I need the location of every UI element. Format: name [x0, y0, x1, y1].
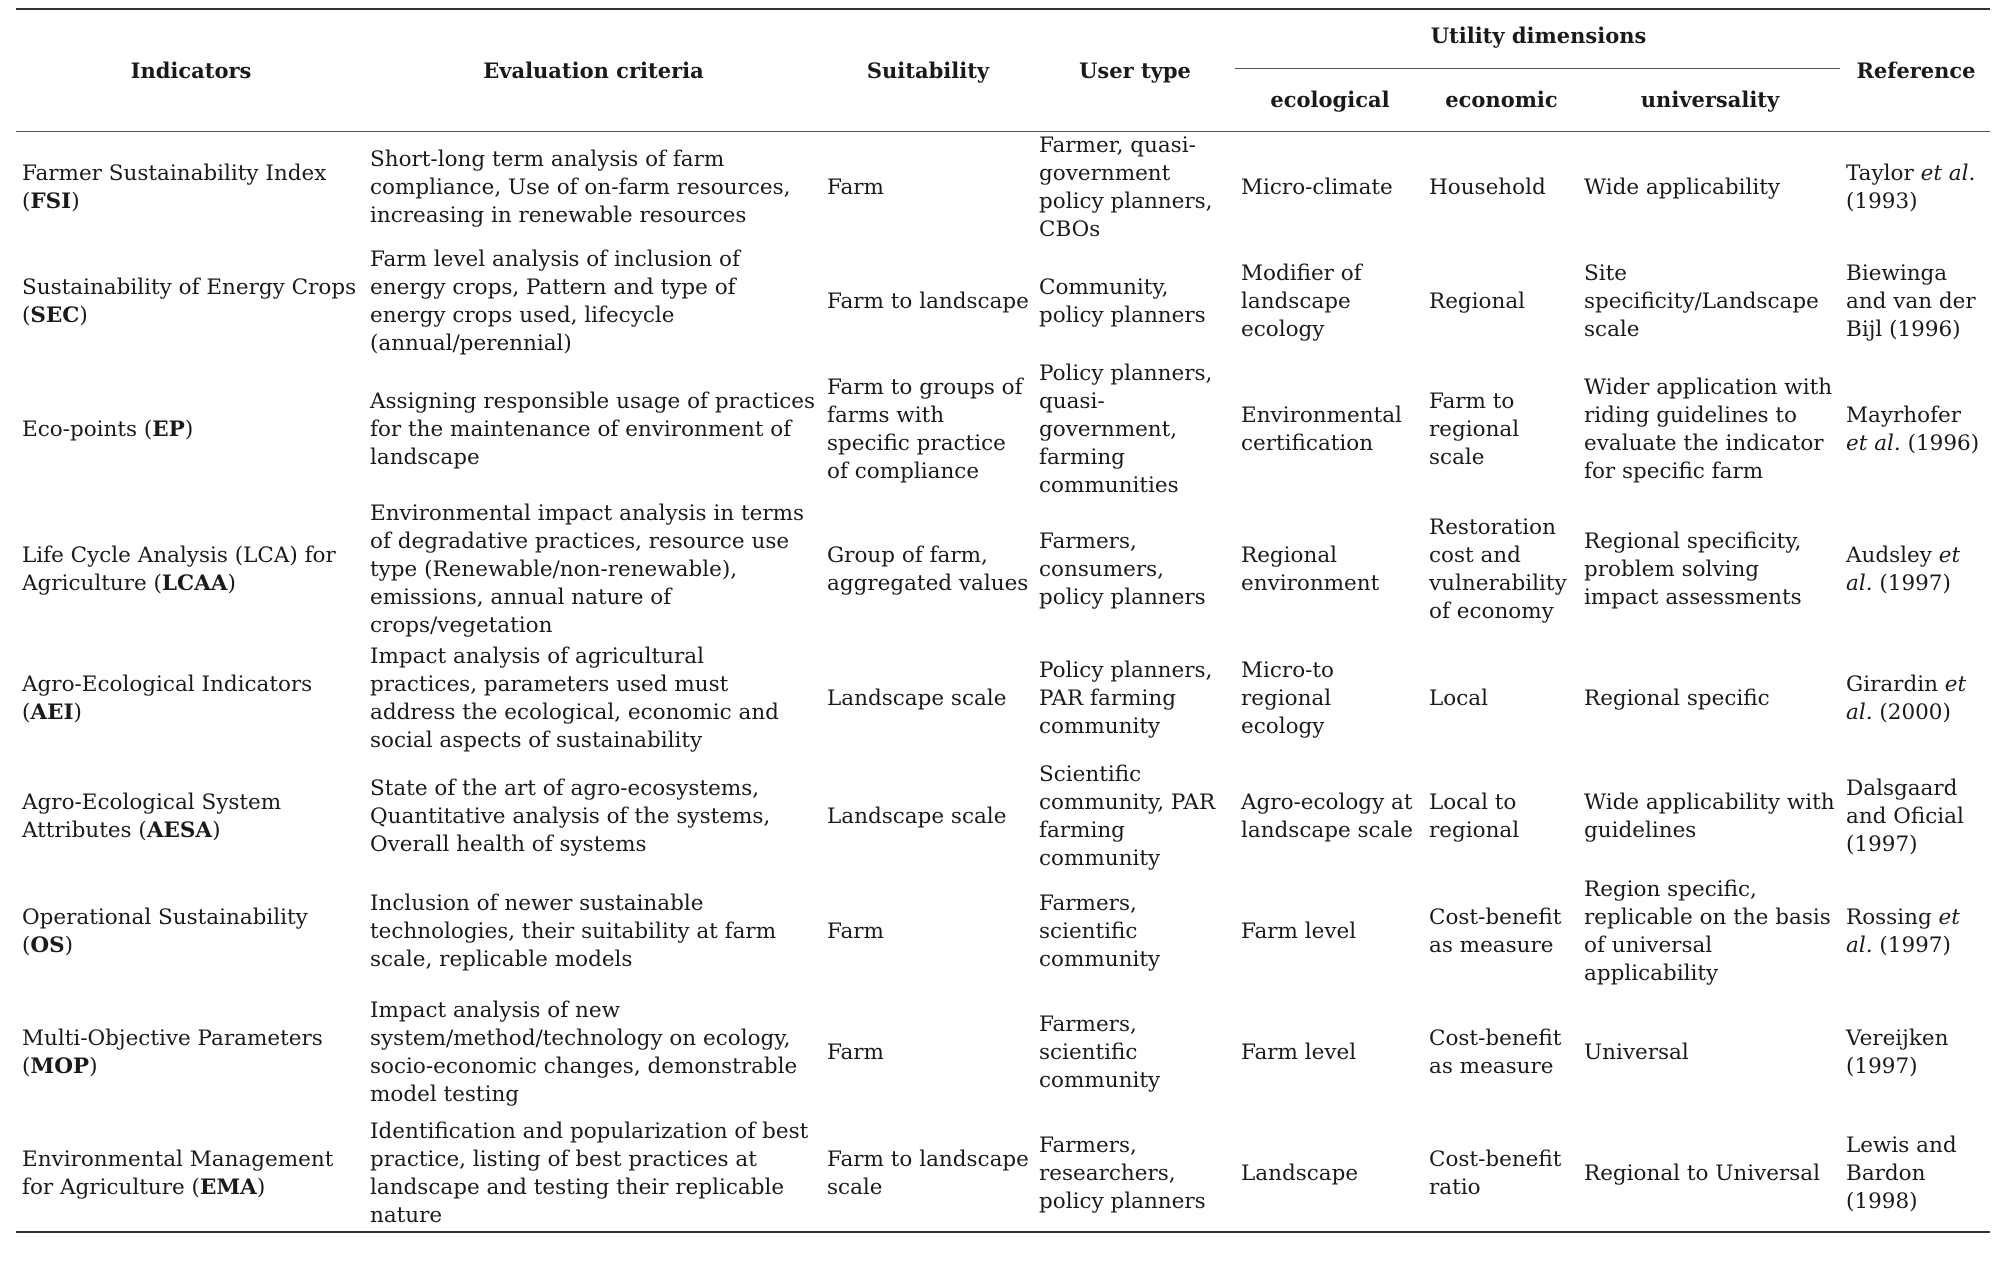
header-utility-dimensions: Utility dimensions [1235, 9, 1840, 69]
suitability-cell [821, 876, 1033, 989]
reference-etal: et al. [1846, 542, 1961, 596]
indicator-name: Environmental Management for Agriculture ( [22, 1146, 334, 1200]
ecological-text: Modifier of landscape ecology [1241, 261, 1362, 342]
criteria-cell [364, 640, 821, 758]
ecological-cell [1235, 989, 1423, 1117]
table-row [16, 1117, 1990, 1232]
table-row [16, 758, 1990, 876]
indicator-abbr: MOP [30, 1053, 90, 1079]
indicator-name: Agro-Ecological Indicators ( [22, 671, 313, 725]
economic-text: Cost-benefit ratio [1429, 1146, 1562, 1200]
economic-cell [1423, 500, 1578, 640]
indicator-cell [16, 876, 364, 989]
universality-text: Universal [1584, 1039, 1689, 1065]
indicator-cell [16, 640, 364, 758]
indicator-name: Operational Sustainability ( [22, 905, 308, 958]
indicator-cell [16, 989, 364, 1117]
universality-cell [1578, 132, 1840, 245]
economic-text: Local to regional [1429, 789, 1520, 843]
reference-cell [1840, 876, 1990, 989]
reference-author: Rossing [1846, 905, 1939, 930]
reference-year: (1993) [1846, 189, 1918, 215]
user-type-cell [1033, 640, 1235, 758]
user-type-text: Farmer, quasi-government policy planners, CBOs [1039, 133, 1213, 243]
table-row [16, 360, 1990, 500]
reference-year: (2000) [1872, 699, 1951, 725]
criteria-text: Inclusion of newer sustainable technologies, their suitability at farm scale, replicable models [370, 891, 777, 972]
indicator-abbr: AEI [30, 699, 74, 725]
table-row [16, 876, 1990, 989]
suitability-text: Farm to landscape [827, 289, 1029, 314]
indicator-name: Sustainability of Energy Crops ( [22, 275, 357, 328]
universality-text: Wider application with riding guidelines to evaluate the indicator for specific farm [1584, 374, 1833, 484]
user-type-cell [1033, 500, 1235, 640]
criteria-cell [364, 758, 821, 876]
economic-cell [1423, 989, 1578, 1117]
user-type-text: Farmers, scientific community [1039, 891, 1161, 972]
reference-etal: et al. [1846, 430, 1901, 456]
economic-text: Household [1429, 175, 1546, 201]
suitability-cell [821, 758, 1033, 876]
ecological-cell [1235, 132, 1423, 245]
reference-cell [1840, 245, 1990, 360]
economic-text: Cost-benefit as measure [1429, 1025, 1562, 1079]
user-type-cell [1033, 360, 1235, 500]
economic-text: Restoration cost and vulnerability of economy [1429, 514, 1567, 624]
user-type-text: Policy planners, quasi-government, farming communities [1039, 360, 1213, 498]
indicator-cell [16, 132, 364, 245]
user-type-cell [1033, 876, 1235, 989]
criteria-text: State of the art of agro-ecosystems, Quantitative analysis of the systems, Overall health of systems [370, 775, 771, 857]
indicator-tail: ) [184, 416, 194, 442]
indicator-tail: ) [73, 699, 82, 725]
indicator-cell [16, 360, 364, 500]
user-type-text: Farmers, researchers, policy planners [1039, 1132, 1206, 1214]
header-universality: universality [1578, 69, 1840, 132]
header-ecological: ecological [1235, 69, 1423, 132]
reference-etal: et al. [1920, 161, 1976, 187]
indicators-table [16, 8, 1990, 1233]
economic-text: Local [1429, 685, 1488, 711]
universality-cell [1578, 989, 1840, 1117]
reference-cell [1840, 360, 1990, 500]
suitability-text: Farm [827, 175, 884, 201]
suitability-cell [821, 640, 1033, 758]
table-row [16, 132, 1990, 245]
universality-text: Wide applicability [1584, 175, 1781, 201]
reference-etal: et al. [1846, 905, 1960, 958]
universality-text: Wide applicability with guidelines [1584, 789, 1835, 843]
suitability-cell [821, 989, 1033, 1117]
universality-text: Regional to Universal [1584, 1160, 1821, 1186]
indicator-abbr: FSI [30, 189, 72, 215]
criteria-cell [364, 1117, 821, 1232]
economic-cell [1423, 876, 1578, 989]
indicator-name: Eco-points ( [22, 416, 153, 442]
universality-cell [1578, 758, 1840, 876]
reference-author: Girardin [1846, 671, 1945, 697]
indicator-tail: ) [64, 933, 74, 958]
header-row-1 [16, 9, 1990, 69]
reference-author: Taylor [1846, 161, 1921, 187]
suitability-text: Farm to landscape scale [827, 1146, 1029, 1200]
universality-cell [1578, 640, 1840, 758]
header-economic: economic [1423, 69, 1578, 132]
indicator-name: Multi-Objective Parameters ( [22, 1025, 323, 1079]
user-type-cell [1033, 758, 1235, 876]
universality-cell [1578, 245, 1840, 360]
criteria-cell [364, 132, 821, 245]
reference-etal: et al. [1846, 671, 1967, 725]
suitability-cell [821, 500, 1033, 640]
indicator-tail: ) [79, 303, 88, 328]
economic-cell [1423, 758, 1578, 876]
ecological-text: Regional environment [1241, 542, 1380, 596]
indicator-abbr: EP [152, 416, 185, 442]
universality-cell [1578, 360, 1840, 500]
reference-author: Dalsgaard and Oficial (1997) [1846, 775, 1964, 857]
criteria-cell [364, 989, 821, 1117]
criteria-text: Impact analysis of agricultural practices, parameters used must address the ecological, economic and social aspects of sustainability [370, 643, 779, 753]
header-user-type: User type [1033, 9, 1235, 132]
ecological-cell [1235, 360, 1423, 500]
reference-cell [1840, 500, 1990, 640]
economic-text: Farm to regional scale [1429, 388, 1520, 470]
reference-author: Lewis and Bardon (1998) [1846, 1132, 1957, 1214]
reference-year: (1996) [1900, 430, 1980, 456]
table-row [16, 245, 1990, 360]
indicator-tail: ) [89, 1053, 98, 1079]
user-type-cell [1033, 989, 1235, 1117]
user-type-text: Policy planners, PAR farming community [1039, 657, 1213, 739]
user-type-cell [1033, 245, 1235, 360]
ecological-cell [1235, 1117, 1423, 1232]
ecological-cell [1235, 245, 1423, 360]
indicator-cell [16, 245, 364, 360]
reference-year: (1997) [1872, 933, 1951, 958]
suitability-cell [821, 1117, 1033, 1232]
indicator-name: Agro-Ecological System Attributes ( [22, 789, 282, 843]
user-type-text: Scientific community, PAR farming community [1039, 761, 1216, 871]
criteria-text: Environmental impact analysis in terms of degradative practices, resource use type (Renewable/non-renewable), emissions, annual nature of crops/vegetation [370, 500, 805, 638]
suitability-text: Group of farm, aggregated values [827, 542, 1029, 596]
ecological-cell [1235, 500, 1423, 640]
economic-text: Regional [1429, 289, 1526, 314]
universality-text: Regional specific [1584, 685, 1770, 711]
suitability-text: Farm [827, 919, 884, 944]
table-body [16, 132, 1990, 1232]
suitability-cell [821, 360, 1033, 500]
reference-author: Audsley [1846, 542, 1939, 568]
economic-text: Cost-benefit as measure [1429, 905, 1562, 958]
user-type-text: Farmers, scientific community [1039, 1011, 1161, 1093]
suitability-text: Farm to groups of farms with specific practice of compliance [827, 374, 1023, 484]
ecological-text: Farm level [1241, 919, 1357, 944]
criteria-text: Impact analysis of new system/method/technology on ecology, socio-economic changes, demonstrable model testing [370, 997, 798, 1107]
user-type-text: Farmers, consumers, policy planners [1039, 528, 1206, 610]
indicator-tail: ) [71, 189, 80, 215]
criteria-text: Identification and popularization of best practice, listing of best practices at landscape and testing their replicable nature [370, 1118, 809, 1228]
economic-cell [1423, 360, 1578, 500]
criteria-text: Assigning responsible usage of practices for the maintenance of environment of landscape [370, 388, 816, 470]
universality-text: Regional specificity, problem solving impact assessments [1584, 528, 1802, 610]
criteria-text: Farm level analysis of inclusion of energy crops, Pattern and type of energy crops used, lifecycle (annual/perennial) [370, 247, 740, 356]
suitability-text: Landscape scale [827, 803, 1007, 829]
universality-text: Region specific, replicable on the basis of universal applicability [1584, 877, 1831, 986]
universality-cell [1578, 500, 1840, 640]
ecological-text: Micro-to regional ecology [1241, 657, 1335, 739]
ecological-text: Farm level [1241, 1039, 1357, 1065]
criteria-cell [364, 360, 821, 500]
table-row [16, 500, 1990, 640]
reference-year: (1997) [1872, 570, 1951, 596]
indicator-abbr: AESA [146, 817, 213, 843]
suitability-cell [821, 245, 1033, 360]
reference-cell [1840, 1117, 1990, 1232]
indicator-abbr: OS [30, 933, 65, 958]
suitability-text: Landscape scale [827, 685, 1007, 711]
suitability-text: Farm [827, 1039, 884, 1065]
criteria-cell [364, 876, 821, 989]
ecological-cell [1235, 758, 1423, 876]
suitability-cell [821, 132, 1033, 245]
user-type-cell [1033, 132, 1235, 245]
ecological-cell [1235, 640, 1423, 758]
header-suitability: Suitability [821, 9, 1033, 132]
indicator-name: Life Cycle Analysis (LCA) for Agriculture ( [22, 542, 336, 596]
reference-cell [1840, 758, 1990, 876]
criteria-text: Short-long term analysis of farm compliance, Use of on-farm resources, increasing in renewable resources [370, 147, 791, 229]
reference-cell [1840, 989, 1990, 1117]
reference-author: Biewinga and van der Bijl (1996) [1846, 261, 1976, 342]
indicator-tail: ) [256, 1174, 266, 1200]
criteria-cell [364, 245, 821, 360]
ecological-text: Agro-ecology at landscape scale [1241, 789, 1414, 843]
criteria-cell [364, 500, 821, 640]
indicator-abbr: EMA [199, 1174, 257, 1200]
ecological-cell [1235, 876, 1423, 989]
indicator-tail: ) [227, 570, 236, 596]
reference-author: Vereijken (1997) [1846, 1025, 1949, 1079]
reference-cell [1840, 640, 1990, 758]
header-indicators: Indicators [16, 9, 364, 132]
indicator-abbr: LCAA [161, 570, 228, 596]
universality-text: Site specificity/Landscape scale [1584, 261, 1819, 342]
header-reference: Reference [1840, 9, 1990, 132]
economic-cell [1423, 132, 1578, 245]
universality-cell [1578, 1117, 1840, 1232]
indicator-tail: ) [212, 817, 221, 843]
header-evaluation-criteria: Evaluation criteria [364, 9, 821, 132]
ecological-text: Micro-climate [1241, 175, 1393, 201]
indicator-cell [16, 758, 364, 876]
indicator-abbr: SEC [30, 303, 80, 328]
indicator-cell [16, 1117, 364, 1232]
economic-cell [1423, 245, 1578, 360]
table-row [16, 640, 1990, 758]
reference-author: Mayrhofer [1846, 402, 1962, 428]
indicator-cell [16, 500, 364, 640]
user-type-text: Community, policy planners [1039, 275, 1206, 328]
ecological-text: Environmental certification [1241, 402, 1402, 456]
universality-cell [1578, 876, 1840, 989]
table-row [16, 989, 1990, 1117]
economic-cell [1423, 1117, 1578, 1232]
economic-cell [1423, 640, 1578, 758]
indicator-name: Farmer Sustainability Index ( [22, 161, 327, 215]
ecological-text: Landscape [1241, 1160, 1359, 1186]
user-type-cell [1033, 1117, 1235, 1232]
reference-cell [1840, 132, 1990, 245]
